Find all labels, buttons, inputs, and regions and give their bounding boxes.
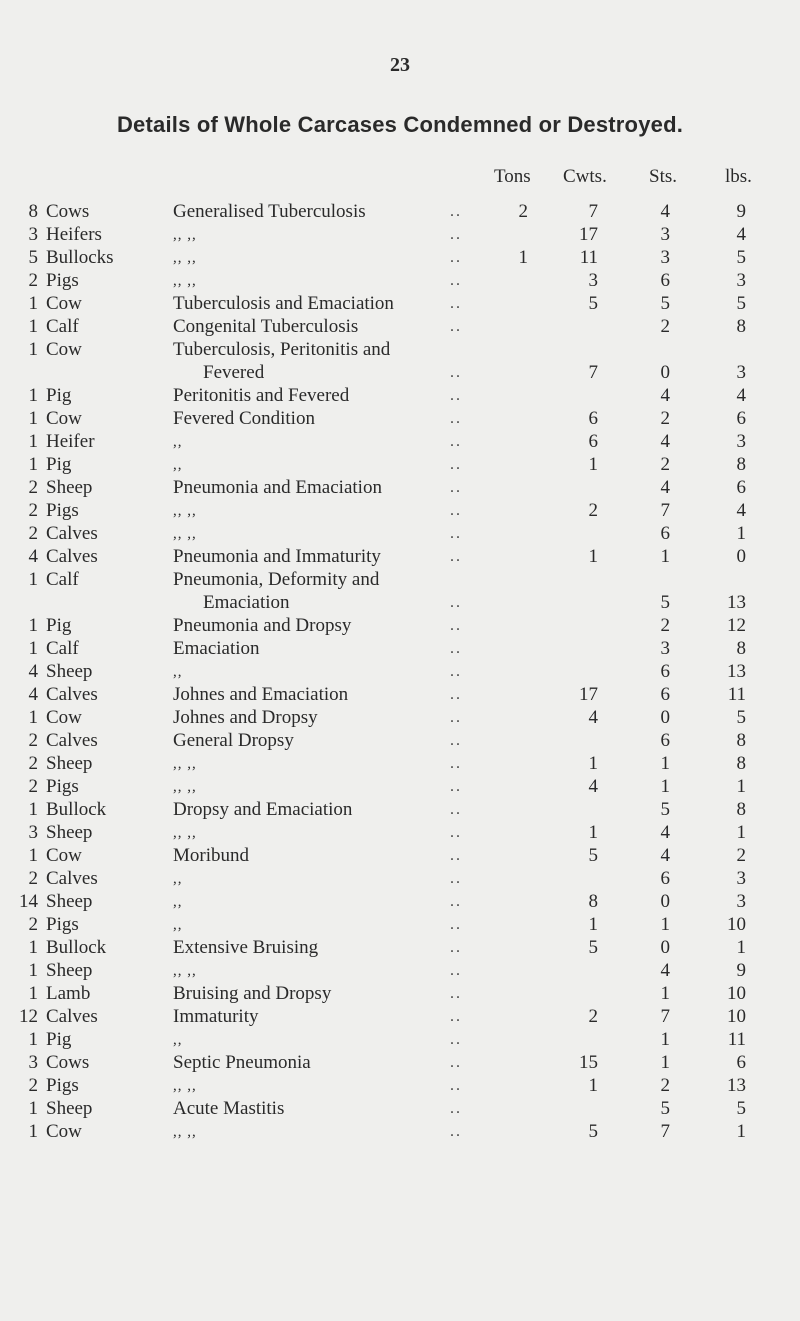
row-animal: Bullocks bbox=[46, 247, 114, 268]
row-cwts: 11 bbox=[579, 247, 598, 268]
row-animal: Calf bbox=[46, 638, 79, 659]
row-animal: Sheep bbox=[46, 477, 93, 498]
row-animal: Cow bbox=[46, 845, 82, 866]
row-count: 1 bbox=[28, 385, 38, 406]
row-animal: Pig bbox=[46, 1029, 72, 1050]
row-sts: 3 bbox=[660, 247, 670, 268]
row-count: 1 bbox=[28, 960, 38, 981]
row-lbs: 11 bbox=[727, 1029, 746, 1050]
row-count: 1 bbox=[28, 1029, 38, 1050]
row-count: 1 bbox=[28, 293, 38, 314]
row-sts: 4 bbox=[660, 431, 670, 452]
row-cause: ,, bbox=[173, 457, 183, 473]
leader-dots: .. bbox=[450, 1054, 462, 1071]
leader-dots: .. bbox=[450, 732, 462, 749]
row-sts: 7 bbox=[660, 1006, 670, 1027]
row-animal: Bullock bbox=[46, 799, 107, 820]
row-animal: Cow bbox=[46, 1121, 82, 1142]
page-title: Details of Whole Carcases Condemned or Destroyed. bbox=[116, 112, 684, 137]
row-lbs: 11 bbox=[727, 684, 746, 705]
row-animal: Sheep bbox=[46, 661, 93, 682]
row-animal: Heifer bbox=[46, 431, 95, 452]
row-cwts: 4 bbox=[588, 707, 598, 728]
row-animal: Calves bbox=[46, 523, 98, 544]
row-sts: 4 bbox=[660, 201, 670, 222]
row-animal: Calves bbox=[46, 546, 98, 567]
row-count: 2 bbox=[28, 477, 38, 498]
row-cause: ,, ,, bbox=[173, 526, 197, 542]
row-count: 2 bbox=[28, 776, 38, 797]
row-cause: Pneumonia, Deformity and bbox=[173, 569, 380, 590]
row-lbs: 10 bbox=[727, 983, 746, 1004]
row-cwts: 1 bbox=[588, 753, 598, 774]
row-cwts: 1 bbox=[588, 1075, 598, 1096]
row-cause: ,, bbox=[173, 871, 183, 887]
row-sts: 0 bbox=[660, 937, 670, 958]
row-cwts: 6 bbox=[588, 408, 598, 429]
leader-dots: .. bbox=[450, 755, 462, 772]
row-lbs: 8 bbox=[736, 454, 746, 475]
row-animal: Pig bbox=[46, 615, 72, 636]
row-lbs: 1 bbox=[736, 1121, 746, 1142]
row-sts: 0 bbox=[660, 707, 670, 728]
row-cause: Moribund bbox=[173, 845, 249, 866]
row-count: 2 bbox=[28, 270, 38, 291]
row-count: 2 bbox=[28, 914, 38, 935]
row-cause: Congenital Tuberculosis bbox=[173, 316, 359, 337]
leader-dots: .. bbox=[450, 502, 462, 519]
row-cause: Tuberculosis and Emaciation bbox=[173, 293, 394, 314]
row-cause: ,, bbox=[173, 1032, 183, 1048]
row-cause: Emaciation bbox=[173, 638, 260, 659]
row-cwts: 2 bbox=[588, 1006, 598, 1027]
leader-dots: .. bbox=[450, 525, 462, 542]
leader-dots: .. bbox=[450, 893, 462, 910]
row-count: 1 bbox=[28, 1098, 38, 1119]
row-animal: Pigs bbox=[46, 776, 79, 797]
leader-dots: .. bbox=[450, 939, 462, 956]
row-lbs: 1 bbox=[736, 937, 746, 958]
leader-dots: .. bbox=[450, 916, 462, 933]
row-lbs: 1 bbox=[736, 523, 746, 544]
row-cwts: 3 bbox=[588, 270, 598, 291]
row-count: 2 bbox=[28, 868, 38, 889]
row-count: 1 bbox=[28, 707, 38, 728]
row-sts: 6 bbox=[660, 270, 670, 291]
row-lbs: 5 bbox=[736, 293, 746, 314]
row-cause: ,, ,, bbox=[173, 1078, 197, 1094]
row-count: 2 bbox=[28, 500, 38, 521]
leader-dots: .. bbox=[450, 295, 462, 312]
row-cwts: 1 bbox=[588, 454, 598, 475]
row-sts: 4 bbox=[660, 960, 670, 981]
row-sts: 4 bbox=[660, 477, 670, 498]
row-lbs: 4 bbox=[736, 500, 746, 521]
row-sts: 6 bbox=[660, 661, 670, 682]
leader-dots: .. bbox=[450, 1123, 462, 1140]
row-cause: Johnes and Dropsy bbox=[173, 707, 318, 728]
row-cause: Extensive Bruising bbox=[173, 937, 319, 958]
row-cwts: 2 bbox=[588, 500, 598, 521]
row-sts: 5 bbox=[660, 293, 670, 314]
leader-dots: .. bbox=[450, 387, 462, 404]
row-tons: 1 bbox=[518, 247, 528, 268]
row-sts: 1 bbox=[660, 753, 670, 774]
row-sts: 5 bbox=[660, 799, 670, 820]
row-cause: Pneumonia and Immaturity bbox=[173, 546, 381, 567]
row-count: 1 bbox=[28, 638, 38, 659]
row-sts: 5 bbox=[660, 592, 670, 613]
row-sts: 7 bbox=[660, 1121, 670, 1142]
row-count: 3 bbox=[28, 224, 38, 245]
leader-dots: .. bbox=[450, 617, 462, 634]
row-animal: Pigs bbox=[46, 270, 79, 291]
row-cause: Immaturity bbox=[173, 1006, 259, 1027]
leader-dots: .. bbox=[450, 433, 462, 450]
row-count: 1 bbox=[28, 615, 38, 636]
row-sts: 2 bbox=[660, 454, 670, 475]
row-sts: 4 bbox=[660, 845, 670, 866]
row-count: 1 bbox=[28, 799, 38, 820]
row-cwts: 7 bbox=[588, 201, 598, 222]
row-animal: Cows bbox=[46, 1052, 90, 1073]
row-lbs: 6 bbox=[736, 408, 746, 429]
row-sts: 0 bbox=[660, 362, 670, 383]
row-sts: 0 bbox=[660, 891, 670, 912]
row-sts: 3 bbox=[660, 638, 670, 659]
row-cwts: 5 bbox=[588, 1121, 598, 1142]
row-cause: ,, ,, bbox=[173, 250, 197, 266]
row-lbs: 4 bbox=[736, 224, 746, 245]
leader-dots: .. bbox=[450, 456, 462, 473]
col-header-cwts: Cwts. bbox=[563, 166, 607, 187]
leader-dots: .. bbox=[450, 479, 462, 496]
leader-dots: .. bbox=[450, 778, 462, 795]
leader-dots: .. bbox=[450, 1031, 462, 1048]
row-sts: 4 bbox=[660, 385, 670, 406]
row-count: 1 bbox=[28, 569, 38, 590]
row-animal: Calves bbox=[46, 1006, 98, 1027]
row-cause: Johnes and Emaciation bbox=[173, 684, 349, 705]
row-cause: ,, ,, bbox=[173, 227, 197, 243]
row-cause: Fevered Condition bbox=[173, 408, 315, 429]
row-count: 14 bbox=[19, 891, 38, 912]
row-lbs: 1 bbox=[736, 776, 746, 797]
row-count: 1 bbox=[28, 937, 38, 958]
row-animal: Calves bbox=[46, 868, 98, 889]
row-lbs: 5 bbox=[736, 247, 746, 268]
row-cause-continued: Emaciation bbox=[203, 592, 290, 613]
leader-dots: .. bbox=[450, 226, 462, 243]
leader-dots: .. bbox=[450, 410, 462, 427]
row-animal: Pigs bbox=[46, 500, 79, 521]
row-sts: 1 bbox=[660, 983, 670, 1004]
row-lbs: 3 bbox=[736, 270, 746, 291]
row-count: 1 bbox=[28, 408, 38, 429]
row-sts: 2 bbox=[660, 615, 670, 636]
row-lbs: 4 bbox=[736, 385, 746, 406]
row-cwts: 4 bbox=[588, 776, 598, 797]
row-lbs: 3 bbox=[736, 362, 746, 383]
row-lbs: 10 bbox=[727, 914, 746, 935]
row-animal: Sheep bbox=[46, 891, 93, 912]
row-count: 8 bbox=[28, 201, 38, 222]
leader-dots: .. bbox=[450, 663, 462, 680]
leader-dots: .. bbox=[450, 709, 462, 726]
col-header-sts: Sts. bbox=[649, 166, 677, 187]
row-count: 1 bbox=[28, 983, 38, 1004]
row-cause: Dropsy and Emaciation bbox=[173, 799, 353, 820]
row-cause: ,, ,, bbox=[173, 1124, 197, 1140]
row-cause-continued: Fevered bbox=[203, 362, 265, 383]
row-sts: 7 bbox=[660, 500, 670, 521]
row-animal: Pigs bbox=[46, 1075, 79, 1096]
row-animal: Sheep bbox=[46, 822, 93, 843]
row-animal: Calves bbox=[46, 684, 98, 705]
row-tons: 2 bbox=[518, 201, 528, 222]
row-animal: Heifers bbox=[46, 224, 102, 245]
row-animal: Sheep bbox=[46, 1098, 93, 1119]
row-cause: Septic Pneumonia bbox=[173, 1052, 311, 1073]
leader-dots: .. bbox=[450, 801, 462, 818]
row-lbs: 1 bbox=[736, 822, 746, 843]
row-animal: Calf bbox=[46, 569, 79, 590]
leader-dots: .. bbox=[450, 1100, 462, 1117]
row-cause: ,, bbox=[173, 434, 183, 450]
col-header-lbs: lbs. bbox=[725, 166, 752, 187]
row-lbs: 3 bbox=[736, 868, 746, 889]
leader-dots: .. bbox=[450, 847, 462, 864]
row-animal: Cow bbox=[46, 339, 82, 360]
row-cause: ,, bbox=[173, 664, 183, 680]
row-cwts: 1 bbox=[588, 914, 598, 935]
row-animal: Cows bbox=[46, 201, 90, 222]
row-count: 4 bbox=[28, 661, 38, 682]
row-count: 1 bbox=[28, 339, 38, 360]
row-lbs: 9 bbox=[736, 960, 746, 981]
row-lbs: 5 bbox=[736, 1098, 746, 1119]
row-sts: 6 bbox=[660, 523, 670, 544]
row-cause: ,, bbox=[173, 894, 183, 910]
row-lbs: 3 bbox=[736, 431, 746, 452]
row-animal: Pigs bbox=[46, 914, 79, 935]
row-cause: ,, bbox=[173, 917, 183, 933]
row-count: 1 bbox=[28, 1121, 38, 1142]
row-cwts: 17 bbox=[579, 684, 598, 705]
row-sts: 6 bbox=[660, 684, 670, 705]
row-animal: Bullock bbox=[46, 937, 107, 958]
row-cause: ,, ,, bbox=[173, 825, 197, 841]
leader-dots: .. bbox=[450, 548, 462, 565]
leader-dots: .. bbox=[450, 640, 462, 657]
row-cause: General Dropsy bbox=[173, 730, 294, 751]
row-count: 1 bbox=[28, 316, 38, 337]
row-animal: Pig bbox=[46, 385, 72, 406]
leader-dots: .. bbox=[450, 272, 462, 289]
row-count: 3 bbox=[28, 822, 38, 843]
col-header-tons: Tons bbox=[494, 166, 531, 187]
row-lbs: 9 bbox=[736, 201, 746, 222]
row-cause: Generalised Tuberculosis bbox=[173, 201, 366, 222]
row-cwts: 5 bbox=[588, 937, 598, 958]
row-sts: 6 bbox=[660, 730, 670, 751]
leader-dots: .. bbox=[450, 594, 462, 611]
row-cwts: 1 bbox=[588, 546, 598, 567]
row-lbs: 3 bbox=[736, 891, 746, 912]
row-sts: 2 bbox=[660, 1075, 670, 1096]
row-animal: Sheep bbox=[46, 960, 93, 981]
row-cwts: 1 bbox=[588, 822, 598, 843]
row-sts: 1 bbox=[660, 776, 670, 797]
row-count: 2 bbox=[28, 1075, 38, 1096]
row-lbs: 10 bbox=[727, 1006, 746, 1027]
row-cause: Peritonitis and Fevered bbox=[173, 385, 350, 406]
row-cause: Pneumonia and Dropsy bbox=[173, 615, 352, 636]
row-count: 4 bbox=[28, 546, 38, 567]
row-lbs: 5 bbox=[736, 707, 746, 728]
row-count: 4 bbox=[28, 684, 38, 705]
page-number: 23 bbox=[390, 54, 410, 76]
row-cause: Acute Mastitis bbox=[173, 1098, 285, 1119]
row-cwts: 5 bbox=[588, 293, 598, 314]
row-cause: ,, ,, bbox=[173, 273, 197, 289]
leader-dots: .. bbox=[450, 985, 462, 1002]
row-cause: ,, ,, bbox=[173, 756, 197, 772]
row-cwts: 17 bbox=[579, 224, 598, 245]
row-lbs: 8 bbox=[736, 799, 746, 820]
row-count: 12 bbox=[19, 1006, 38, 1027]
row-lbs: 8 bbox=[736, 753, 746, 774]
row-sts: 2 bbox=[660, 408, 670, 429]
row-cause: ,, ,, bbox=[173, 963, 197, 979]
row-animal: Pig bbox=[46, 454, 72, 475]
row-lbs: 6 bbox=[736, 1052, 746, 1073]
leader-dots: .. bbox=[450, 1008, 462, 1025]
row-lbs: 0 bbox=[736, 546, 746, 567]
row-animal: Lamb bbox=[46, 983, 91, 1004]
row-lbs: 13 bbox=[727, 661, 746, 682]
row-count: 2 bbox=[28, 523, 38, 544]
leader-dots: .. bbox=[450, 824, 462, 841]
leader-dots: .. bbox=[450, 870, 462, 887]
row-cwts: 15 bbox=[579, 1052, 598, 1073]
row-count: 2 bbox=[28, 753, 38, 774]
row-count: 1 bbox=[28, 454, 38, 475]
leader-dots: .. bbox=[450, 364, 462, 381]
leader-dots: .. bbox=[450, 203, 462, 220]
row-lbs: 13 bbox=[727, 592, 746, 613]
row-sts: 1 bbox=[660, 546, 670, 567]
row-count: 5 bbox=[28, 247, 38, 268]
row-sts: 6 bbox=[660, 868, 670, 889]
row-lbs: 2 bbox=[736, 845, 746, 866]
row-cause: ,, ,, bbox=[173, 503, 197, 519]
row-lbs: 12 bbox=[727, 615, 746, 636]
leader-dots: .. bbox=[450, 686, 462, 703]
row-sts: 1 bbox=[660, 914, 670, 935]
row-lbs: 8 bbox=[736, 730, 746, 751]
row-cause: ,, ,, bbox=[173, 779, 197, 795]
row-count: 1 bbox=[28, 845, 38, 866]
row-animal: Calves bbox=[46, 730, 98, 751]
row-count: 3 bbox=[28, 1052, 38, 1073]
row-lbs: 13 bbox=[727, 1075, 746, 1096]
row-sts: 2 bbox=[660, 316, 670, 337]
leader-dots: .. bbox=[450, 249, 462, 266]
row-cause: Pneumonia and Emaciation bbox=[173, 477, 382, 498]
row-animal: Calf bbox=[46, 316, 79, 337]
leader-dots: .. bbox=[450, 1077, 462, 1094]
leader-dots: .. bbox=[450, 318, 462, 335]
row-count: 1 bbox=[28, 431, 38, 452]
row-cwts: 7 bbox=[588, 362, 598, 383]
leader-dots: .. bbox=[450, 962, 462, 979]
row-animal: Cow bbox=[46, 408, 82, 429]
row-sts: 4 bbox=[660, 822, 670, 843]
row-animal: Cow bbox=[46, 293, 82, 314]
row-cause: Bruising and Dropsy bbox=[173, 983, 332, 1004]
row-sts: 1 bbox=[660, 1029, 670, 1050]
row-animal: Cow bbox=[46, 707, 82, 728]
row-sts: 3 bbox=[660, 224, 670, 245]
row-cause: Tuberculosis, Peritonitis and bbox=[173, 339, 391, 360]
row-cwts: 8 bbox=[588, 891, 598, 912]
row-sts: 5 bbox=[660, 1098, 670, 1119]
row-lbs: 8 bbox=[736, 316, 746, 337]
row-cwts: 6 bbox=[588, 431, 598, 452]
row-lbs: 6 bbox=[736, 477, 746, 498]
row-cwts: 5 bbox=[588, 845, 598, 866]
row-animal: Sheep bbox=[46, 753, 93, 774]
row-sts: 1 bbox=[660, 1052, 670, 1073]
row-lbs: 8 bbox=[736, 638, 746, 659]
row-count: 2 bbox=[28, 730, 38, 751]
